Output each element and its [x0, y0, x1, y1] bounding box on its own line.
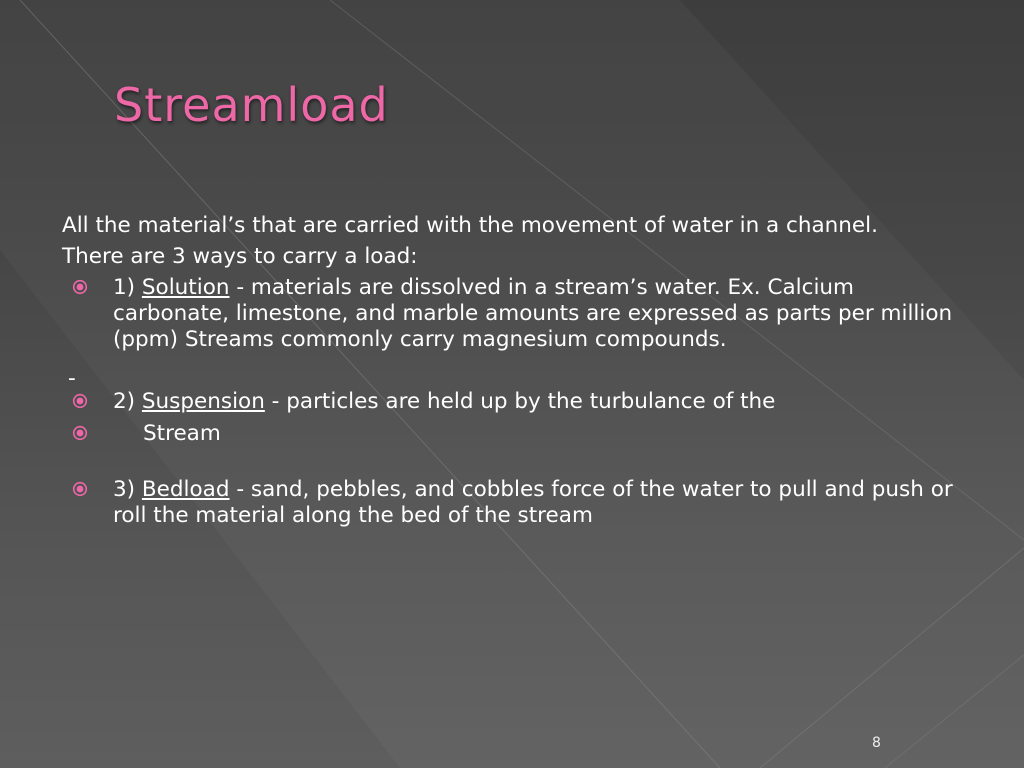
- bullet-prefix: 1): [113, 275, 142, 300]
- term-solution: Solution: [141, 275, 230, 300]
- bullet-stream: [62, 421, 967, 447]
- circle-bullet-icon: [72, 393, 88, 409]
- ways-paragraph: There are 3 ways to carry a load:: [62, 244, 418, 269]
- circle-bullet-icon: [72, 279, 88, 295]
- slide-body: [62, 213, 967, 529]
- bullet-suspension: [62, 389, 967, 415]
- page-number: 8: [872, 735, 881, 751]
- bullet-bedload: [62, 477, 967, 529]
- bullet-text: - sand, pebbles, and cobbles force of the water to pull and push or roll the material along the bed of the stream: [113, 477, 953, 528]
- term-suspension: Suspension: [141, 389, 265, 414]
- slide-title: Streamload: [114, 78, 389, 132]
- intro-paragraph: All the material’s that are carried with the movement of water in a channel.: [62, 213, 878, 238]
- bullet-solution: [62, 275, 967, 353]
- circle-bullet-icon: [72, 425, 88, 441]
- bullet-prefix: 3): [113, 477, 142, 502]
- separator-dash: -: [68, 366, 76, 391]
- bullet-text: Stream: [143, 421, 221, 446]
- bullet-prefix: 2): [113, 389, 142, 414]
- term-bedload: Bedload: [141, 477, 230, 502]
- bullet-text: - materials are dissolved in a stream’s water. Ex. Calcium carbonate, limestone, and marble amounts are expressed as parts per million (ppm) Streams commonly carry magnesium compounds.: [113, 275, 953, 352]
- circle-bullet-icon: [72, 481, 88, 497]
- bullet-text: - particles are held up by the turbulance of the: [264, 389, 776, 414]
